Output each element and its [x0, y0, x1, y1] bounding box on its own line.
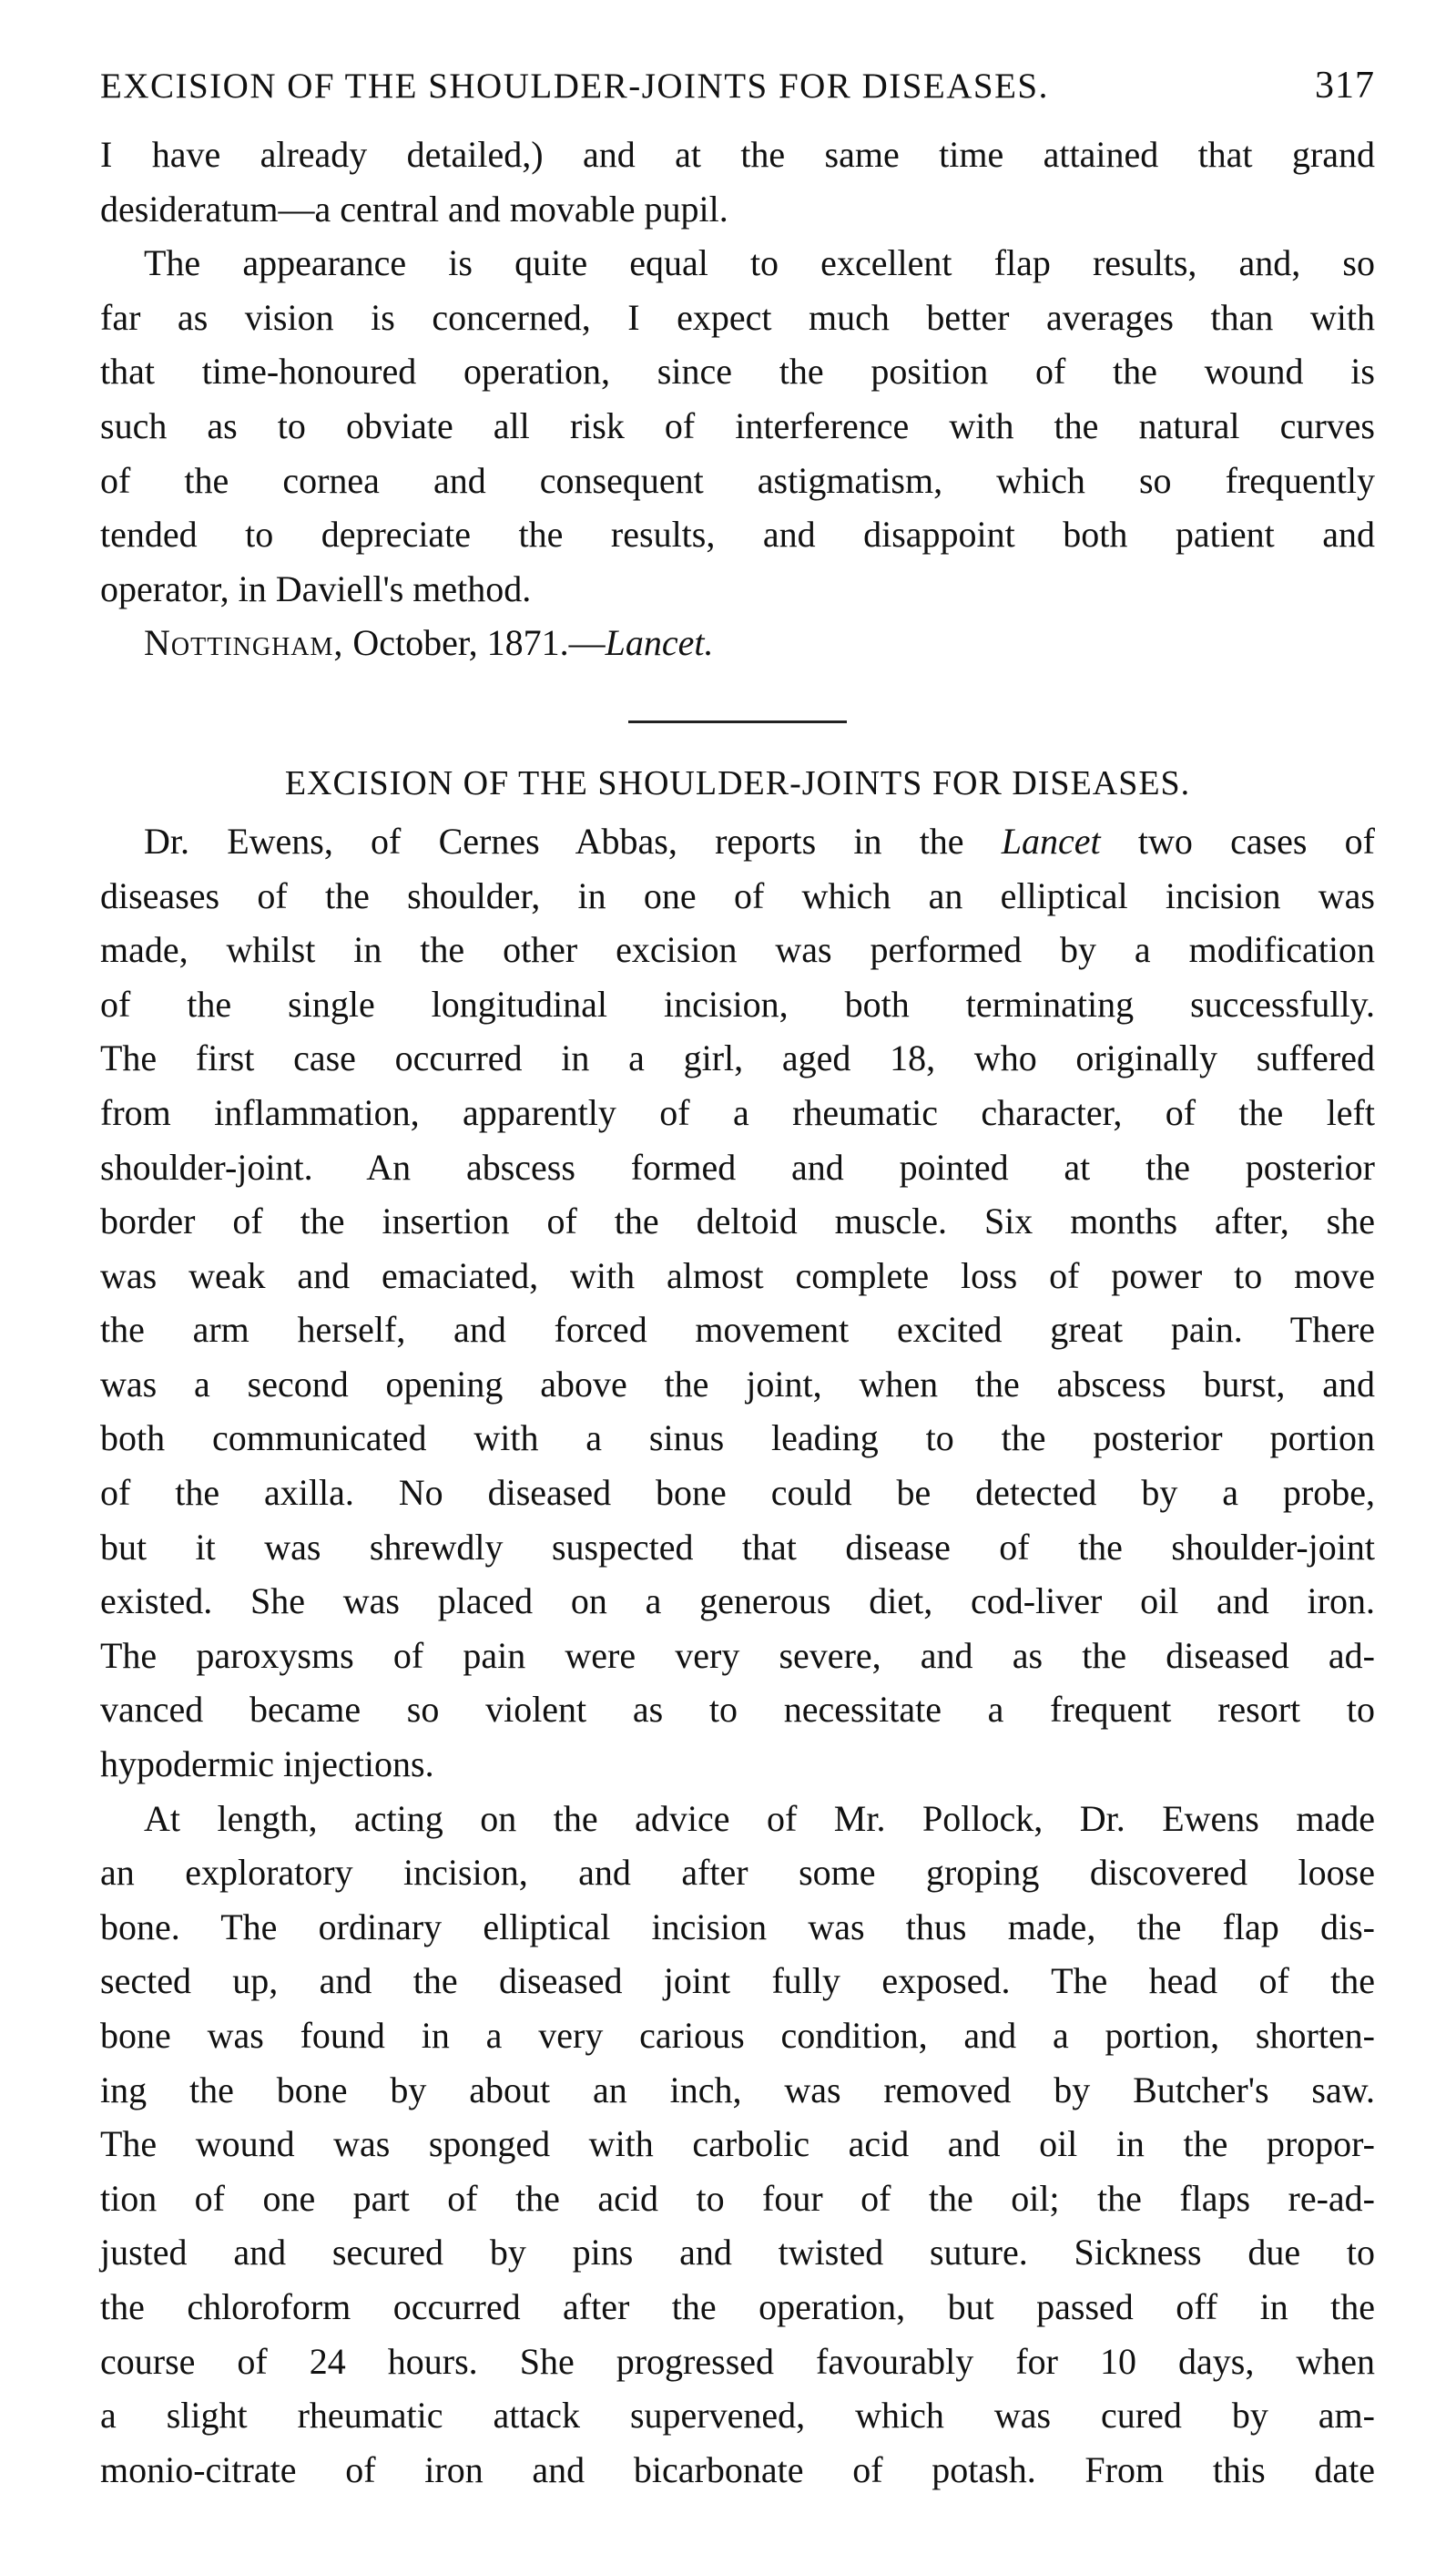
text-line: I have already detailed,) and at the same time attained that grand: [100, 134, 1375, 175]
text-line: justed and secured by pins and twisted suture. Sickness due to: [100, 2232, 1375, 2274]
dateline-place: Nottingham,: [144, 622, 344, 664]
text-line: vanced became so violent as to necessitate a frequent resort to: [100, 1689, 1375, 1731]
text-line: [100, 814, 1375, 869]
text-line: made, whilst in the other excision was performed by a modification: [100, 929, 1375, 971]
text-line: of the cornea and consequent astigmatism, which so frequently: [100, 459, 1375, 501]
text-line: operator, in Daviell's method.: [100, 567, 532, 609]
text-line: that time-honoured operation, since the position of the wound is: [100, 351, 1375, 393]
text-line: of the single longitudinal incision, both terminating successfully.: [100, 983, 1375, 1025]
text-line: bone was found in a very carious condition, and a portion, shorten-: [100, 2015, 1375, 2056]
dateline: [100, 616, 1375, 670]
text-line: shoulder-joint. An abscess formed and pointed at the posterior: [100, 1146, 1375, 1188]
text-line: existed. She was placed on a generous diet, cod-liver oil and iron.: [100, 1580, 1375, 1622]
operation-paragraph: [100, 1792, 1375, 2498]
text-line: diseases of the shoulder, in one of which an elliptical incision was: [100, 874, 1375, 916]
running-header: [100, 64, 1375, 128]
text-line: border of the insertion of the deltoid muscle. Six months after, she: [100, 1201, 1375, 1242]
text-line: tended to depreciate the results, and disappoint both patient and: [100, 514, 1375, 556]
text-line: hypodermic injections.: [100, 1743, 434, 1785]
text-line: far as vision is concerned, I expect much better averages than with: [100, 296, 1375, 338]
section-divider: [628, 720, 847, 723]
journal-name: Lancet: [1001, 820, 1101, 862]
text-line: ing the bone by about an inch, was removed by Butcher's saw.: [100, 2069, 1375, 2110]
text-line: monio-citrate of iron and bicarbonate of potash. From this date: [100, 2448, 1375, 2490]
appearance-paragraph: [100, 236, 1375, 616]
section-heading: EXCISION OF THE SHOULDER-JOINTS FOR DISEASES.: [284, 763, 1191, 802]
text-line: was weak and emaciated, with almost complete loss of power to move: [100, 1254, 1375, 1296]
text-line: the chloroform occurred after the operation, but passed off in the: [100, 2285, 1375, 2327]
text-line: both communicated with a sinus leading to the posterior portion: [100, 1417, 1375, 1459]
text-line: a slight rheumatic attack supervened, which was cured by am-: [100, 2395, 1375, 2437]
text-line: The first case occurred in a girl, aged 18, who originally suffered: [100, 1037, 1375, 1079]
text-line: the arm herself, and forced movement excited great pain. There: [100, 1309, 1375, 1351]
text-line: tion of one part of the acid to four of the oil; the flaps re-ad-: [100, 2177, 1375, 2219]
text-line: desideratum—a central and movable pupil.: [100, 188, 728, 230]
dateline-date: October, 1871.—: [343, 622, 606, 664]
running-title: EXCISION OF THE SHOULDER-JOINTS FOR DISEASES.: [100, 66, 1049, 106]
text-line: The appearance is quite equal to excellent flap results, and, so: [144, 242, 1375, 284]
text-line: from inflammation, apparently of a rheumatic character, of the left: [100, 1091, 1375, 1133]
text-line: sected up, and the diseased joint fully exposed. The head of the: [100, 1960, 1375, 2002]
text-line: The wound was sponged with carbolic acid and oil in the propor-: [100, 2123, 1375, 2165]
page: [100, 64, 1375, 2497]
dateline-source: Lancet.: [605, 622, 714, 664]
text-line: At length, acting on the advice of Mr. Pollock, Dr. Ewens made: [144, 1797, 1375, 1839]
text-line: The paroxysms of pain were very severe, and as the diseased ad-: [100, 1634, 1375, 1676]
text-line: an exploratory incision, and after some groping discovered loose: [100, 1852, 1375, 1894]
ewens-report-paragraph: [100, 814, 1375, 1792]
text-line: of the axilla. No diseased bone could be detected by a probe,: [100, 1472, 1375, 1514]
text-line: was a second opening above the joint, when the abscess burst, and: [100, 1363, 1375, 1405]
intro-paragraph: [100, 128, 1375, 236]
text-line: such as to obviate all risk of interference with the natural curves: [100, 404, 1375, 446]
page-number: 317: [1315, 65, 1375, 107]
text-line: but it was shrewdly suspected that disease of the shoulder-joint: [100, 1526, 1375, 1568]
text-line: course of 24 hours. She progressed favourably for 10 days, when: [100, 2340, 1375, 2382]
text-segment: two cases of: [1100, 820, 1376, 862]
text-line: bone. The ordinary elliptical incision was thus made, the flap dis-: [100, 1906, 1375, 1947]
text-segment: Dr. Ewens, of Cernes Abbas, reports in the: [144, 820, 1002, 862]
